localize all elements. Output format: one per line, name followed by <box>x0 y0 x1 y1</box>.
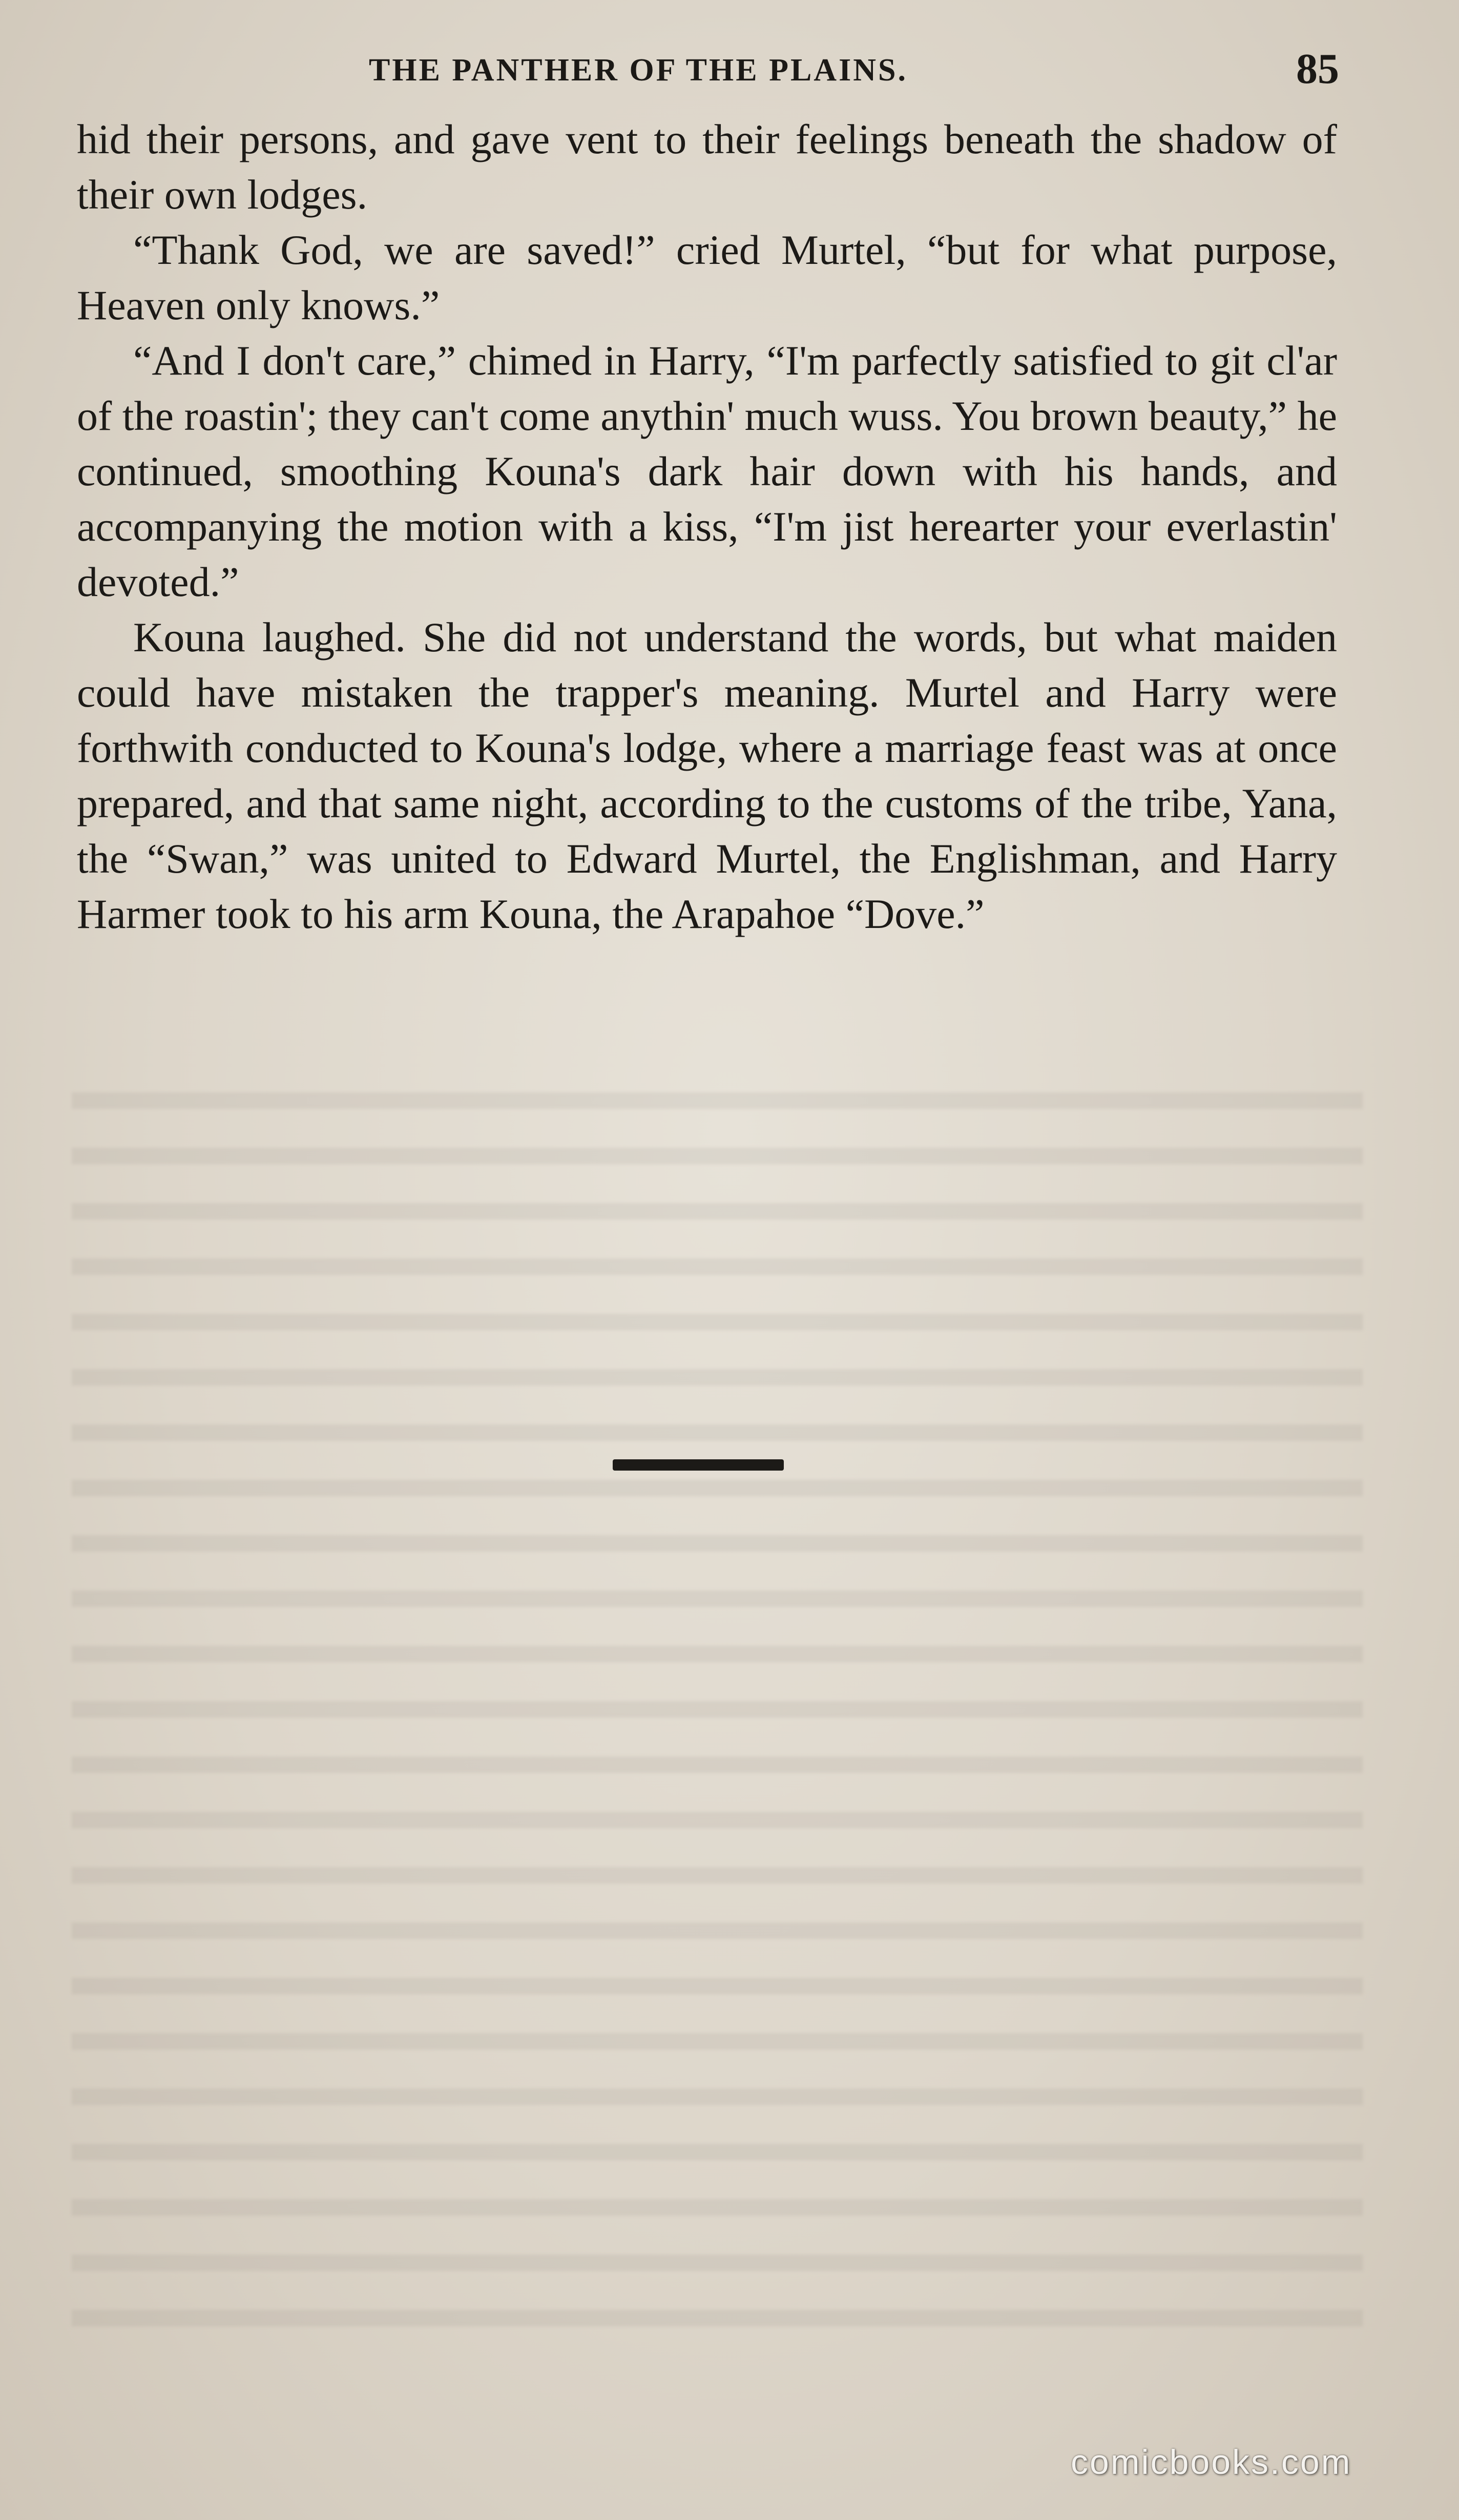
paragraph: Kouna laughed. She did not understand the words, but what maiden could have mistaken the trapper's meaning. Murtel and Harry were forthwith conducted to Kouna's lodge, where a marriage feast was at once prepared, and that same night, according to the customs of the tribe, Yana, the “Swan,” was united to Edward Murtel, the Englishman, and Harry Harmer took to his arm Kouna, the Arapahoe “Dove.” <box>77 614 1337 937</box>
paragraph: hid their persons, and gave vent to their feelings beneath the shadow of their own lodges. <box>77 116 1337 218</box>
chapter-end-rule <box>613 1459 784 1471</box>
page-number: 85 <box>1296 45 1339 93</box>
paragraph: “Thank God, we are saved!” cried Murtel, “but for what purpose, Heaven only knows.” <box>77 226 1337 328</box>
body-text <box>77 112 1337 942</box>
watermark: comicbooks.com <box>1071 2443 1352 2482</box>
paragraph: “And I don't care,” chimed in Harry, “I'm parfectly satisfied to git cl'ar of the roastin'; they can't come anythin' much wuss. You brown beauty,” he continued, smoothing Kouna's dark hair down with his hands, and accompanying the motion with a kiss, “I'm jist herearter your everlastin' devoted.” <box>77 337 1337 605</box>
show-through-text <box>72 1066 1363 2326</box>
running-head: THE PANTHER OF THE PLAINS. <box>369 53 908 88</box>
page-header <box>0 40 1459 101</box>
